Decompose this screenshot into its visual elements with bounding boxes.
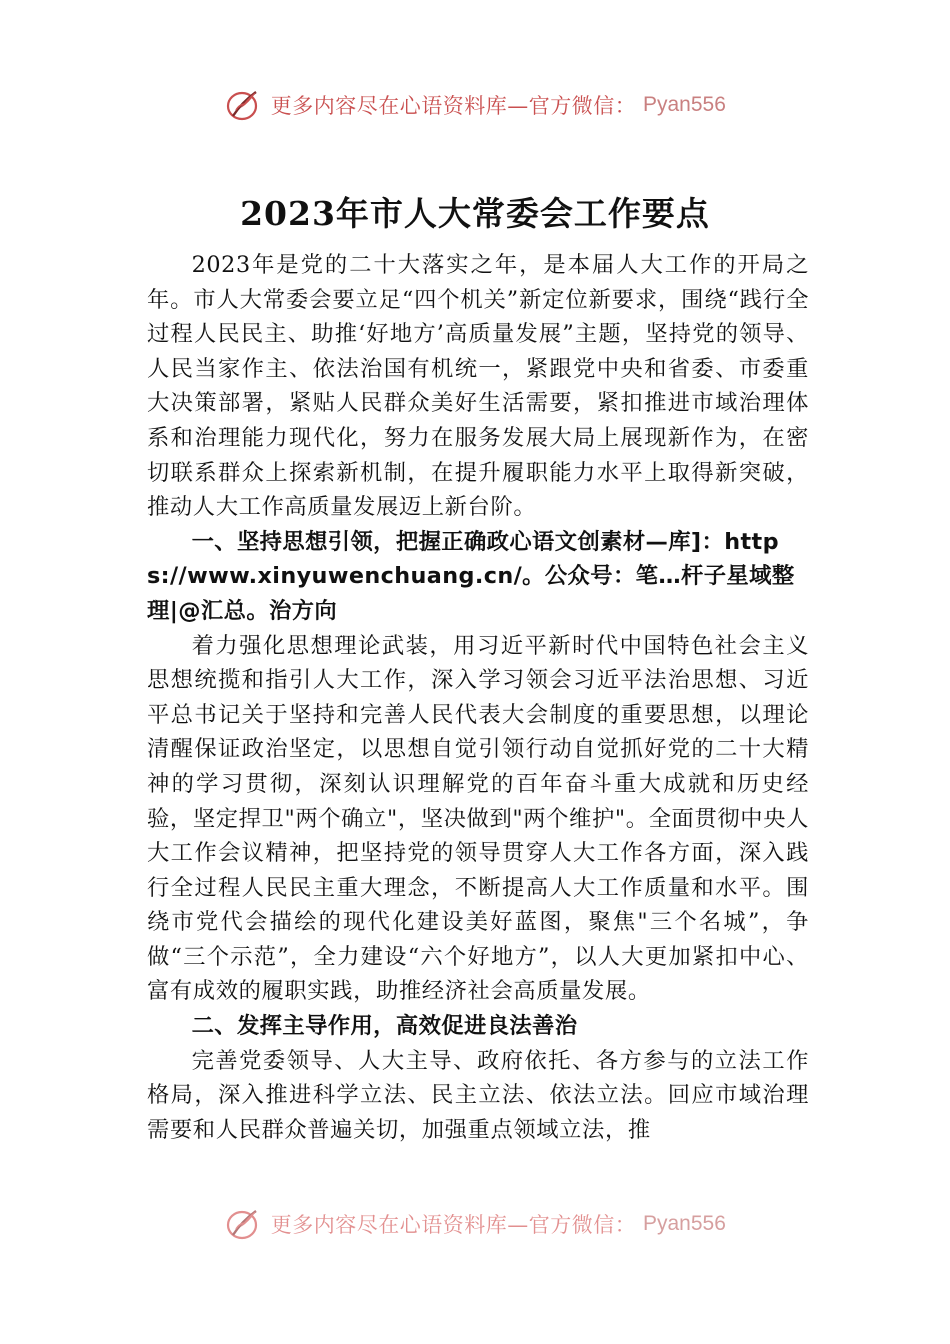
document-body: [147, 248, 809, 1210]
quill-pen-logo-icon: [224, 1207, 260, 1241]
banner-text: 更多内容尽在心语资料库—官方微信：: [270, 94, 637, 118]
quill-pen-logo-icon: [224, 88, 260, 122]
section-2-heading: 二、发挥主导作用，高效促进良法善治: [191, 1013, 578, 1040]
banner-wechat-id: Pyan556: [642, 93, 726, 116]
section-1-heading: 一、坚持思想引领，把握正确政心语文创素材—库]：https://www.xinyuwenchuang.cn/。公众号：笔…杆子星域整理|@汇总。治方向: [147, 528, 795, 624]
document-title: 2023年市人大常委会工作要点: [240, 194, 710, 233]
section-1-paragraph: 着力强化思想理论武装，用习近平新时代中国特色社会主义思想统揽和指引人大工作，深入学习领会习近平法治思想、习近平总书记关于坚持和完善人民代表大会制度的重要思想，以理论清醒保证政治坚定，以思想自觉引领行动自觉抓好党的二十大精神的学习贯彻，深刻认识理解党的百年奋斗重大成就和历史经验，坚定捍卫"两个确立"，坚决做到"两个维护"。全面贯彻中央人大工作会议精神，把坚持党的领导贯穿人大工作各方面，深入践行全过程人民民主重大理念，不断提高人大工作质量和水平。围绕市党代会描绘的现代化建设美好蓝图，聚焦"三个名城”，争做“三个示范”，全力建设“六个好地方”，以人大更加紧扣中心、富有成效的履职实践，助推经济社会高质量发展。: [147, 632, 809, 1005]
footer-banner: [0, 1207, 950, 1241]
section-2-paragraph: 完善党委领导、人大主导、政府依托、各方参与的立法工作格局，深入推进科学立法、民主立法、依法立法。回应市域治理需要和人民群众普遍关切，加强重点领域立法，推: [147, 1047, 809, 1143]
header-banner: [0, 88, 950, 122]
banner-text: 更多内容尽在心语资料库—官方微信：: [270, 1213, 637, 1237]
intro-paragraph: 2023年是党的二十大落实之年，是本届人大工作的开局之年。市人大常委会要立足“四个机关”新定位新要求，围绕“践行全过程人民民主、助推‘好地方’高质量发展”主题，坚持党的领导、人民当家作主、依法治国有机统一，紧跟党中央和省委、市委重大决策部署，紧贴人民群众美好生活需要，紧扣推进市域治理体系和治理能力现代化，努力在服务发展大局上展现新作为，在密切联系群众上探索新机制，在提升履职能力水平上取得新突破，推动人大工作高质量发展迈上新台阶。: [147, 252, 809, 521]
banner-wechat-id: Pyan556: [642, 1212, 726, 1235]
